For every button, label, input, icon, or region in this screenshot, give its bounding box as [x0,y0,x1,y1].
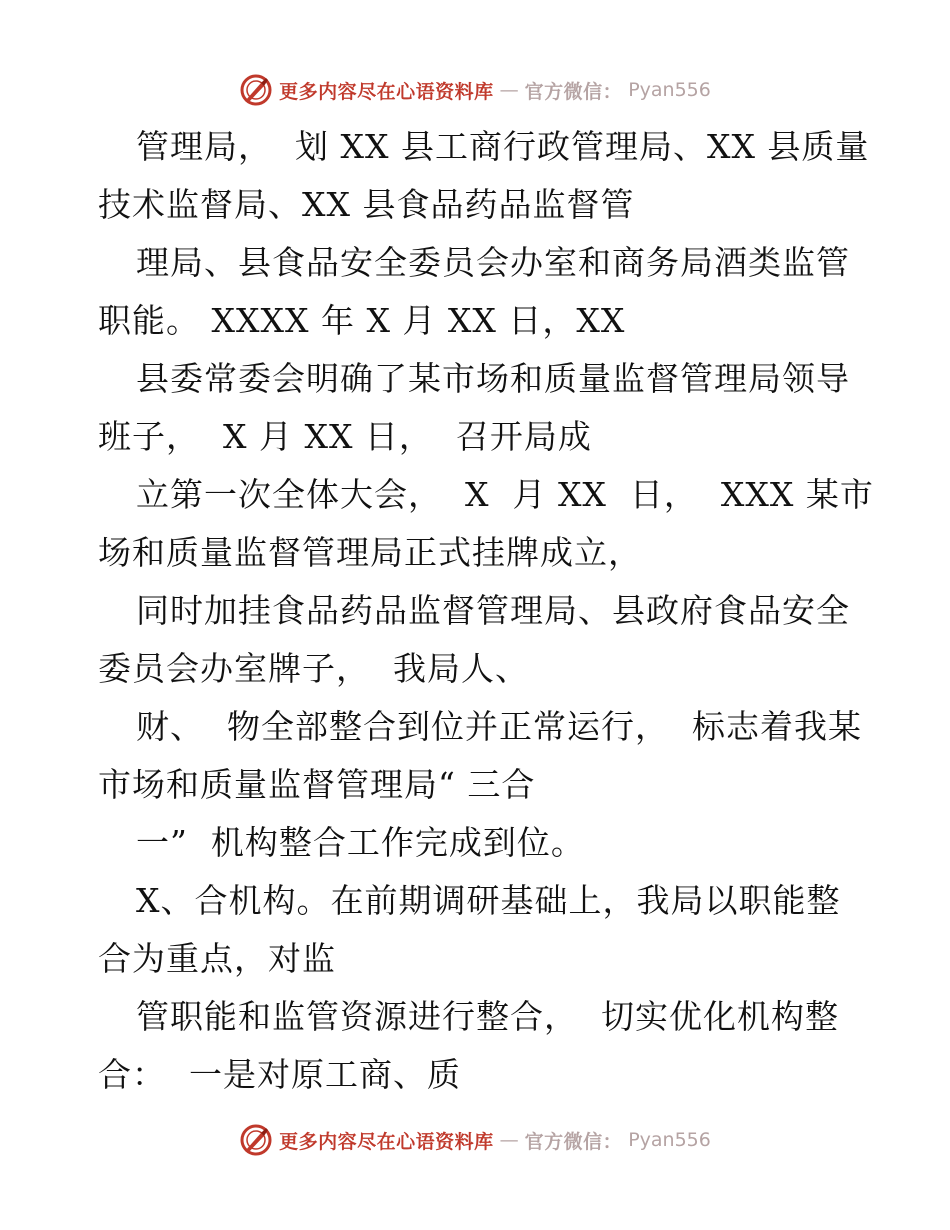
text-line: 县委常委会明确了某市场和质量监督管理局领导 [136,359,850,398]
document-body [98,118,874,1104]
watermark-brand-text: 更多内容尽在心语资料库 [279,1130,494,1153]
text-line: 班子， X 月 XX 日， 召开局成 [98,417,592,456]
watermark-separator: — [499,1129,519,1151]
pen-circle-icon [239,73,273,107]
pen-circle-icon [239,1123,273,1157]
text-line: X、合机构。在前期调研基础上，我局以职能整 [136,881,841,920]
text-line: 合为重点，对监 [98,939,336,978]
text-line: 管职能和监管资源进行整合， 切实优化机构整 [136,997,839,1036]
watermark-channel-id: Pyan556 [628,79,711,101]
watermark-channel-id: Pyan556 [628,1129,711,1151]
watermark-brand-text: 更多内容尽在心语资料库 [279,80,494,103]
text-line: 合： 一是对原工商、质 [98,1055,461,1094]
footer-watermark [0,1120,950,1160]
watermark-channel-label: 官方微信： [524,80,623,103]
text-line: 职能。 XXXX 年 X 月 XX 日，XX [98,301,626,340]
text-line: 同时加挂食品药品监督管理局、县政府食品安全 [136,591,850,630]
watermark-separator: — [499,79,519,101]
header-watermark [0,70,950,110]
text-line: 场和质量监督管理局正式挂牌成立， [98,533,642,572]
text-line: 立第一次全体大会， X 月 XX 日， XXX 某市 [136,475,874,514]
text-line: 市场和质量监督管理局“ 三合 [98,765,536,804]
text-line: 一” 机构整合工作完成到位。 [136,823,585,862]
watermark-channel-label: 官方微信： [524,1130,623,1153]
text-line: 管理局， 划 XX 县工商行政管理局、XX 县质量 [136,127,870,166]
text-line: 理局、县食品安全委员会办室和商务局酒类监管 [136,243,850,282]
text-line: 委员会办室牌子， 我局人、 [98,649,529,688]
text-line: 技术监督局、XX 县食品药品监督管 [98,185,635,224]
text-line: 财、 物全部整合到位并正常运行， 标志着我某 [136,707,862,746]
